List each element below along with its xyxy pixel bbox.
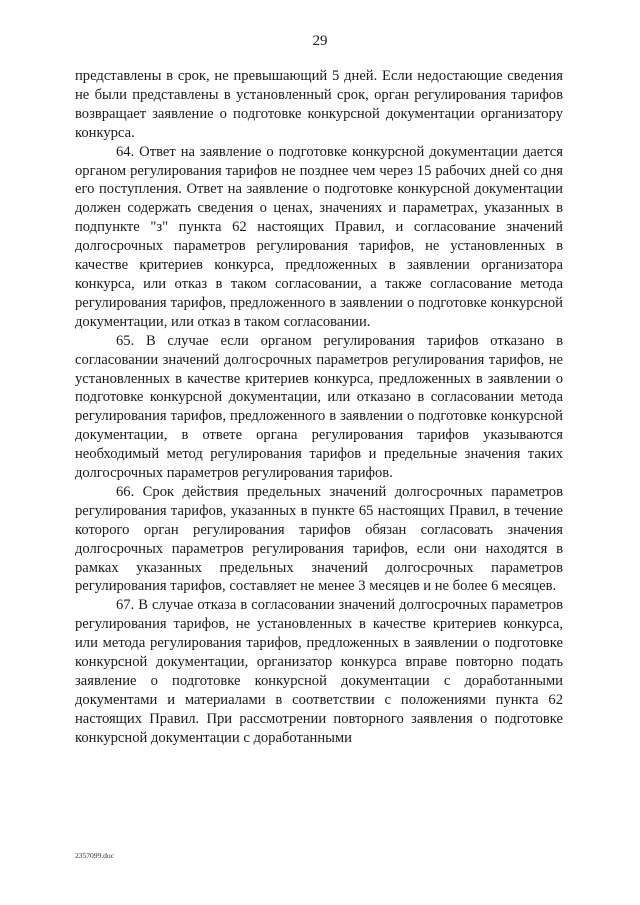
paragraph-64: 64. Ответ на заявление о подготовке конкурсной документации дается органом регулирования тарифов не позднее чем через 15 рабочих дней со дня его поступления. Ответ на заявление о подготовке конкурсной документации должен содержать сведения о ценах, значениях и параметрах, указанных в подпункте "з" пункта 62 настоящих Правил, и согласование значений долгосрочных параметров регулирования тарифов, не установленных в качестве критериев конкурса, предложенных в заявлении организатора конкурса, или отказ в таком согласовании, а также согласование метода регулирования тарифов, предложенного в заявлении о подготовке конкурсной документации, или отказ в таком согласовании. [75, 143, 563, 330]
page-number: 29 [312, 33, 328, 49]
footer-filename: 2357099.doc [75, 851, 114, 860]
document-body [75, 67, 563, 748]
paragraph-65: 65. В случае если органом регулирования тарифов отказано в согласовании значений долгосрочных параметров регулирования тарифов, не установленных в качестве критериев конкурса, предложенных в заявлении о подготовке конкурсной документации, или отказано в согласовании метода регулирования тарифов, предложенного в заявлении о подготовке конкурсной документации, в ответе органа регулирования тарифов указываются необходимый метод регулирования тарифов и предельные значения таких долгосрочных параметров регулирования тарифов. [75, 332, 563, 482]
paragraph-67: 67. В случае отказа в согласовании значений долгосрочных параметров регулирования тарифов, не установленных в качестве критериев конкурса, или метода регулирования тарифов, предложенных в заявлении о подготовке конкурсной документации, организатор конкурса вправе повторно подать заявление о подготовке конкурсной документации с доработанными документами и материалами в соответствии с положениями пункта 62 настоящих Правил. При рассмотрении повторного заявления о подготовке конкурсной документации с доработанными [75, 597, 563, 746]
paragraph-66: 66. Срок действия предельных значений долгосрочных параметров регулирования тарифов, указанных в пункте 65 настоящих Правил, в течение которого орган регулирования тарифов обязан согласовать значения долгосрочных параметров регулирования тарифов, если они находятся в рамках указанных предельных значений долгосрочных параметров регулирования тарифов, составляет не менее 3 месяцев и не более 6 месяцев. [75, 483, 563, 595]
paragraph-continuation: представлены в срок, не превышающий 5 дней. Если недостающие сведения не были представлены в установленный срок, орган регулирования тарифов возвращает заявление о подготовке конкурсной документации организатору конкурса. [75, 68, 563, 141]
